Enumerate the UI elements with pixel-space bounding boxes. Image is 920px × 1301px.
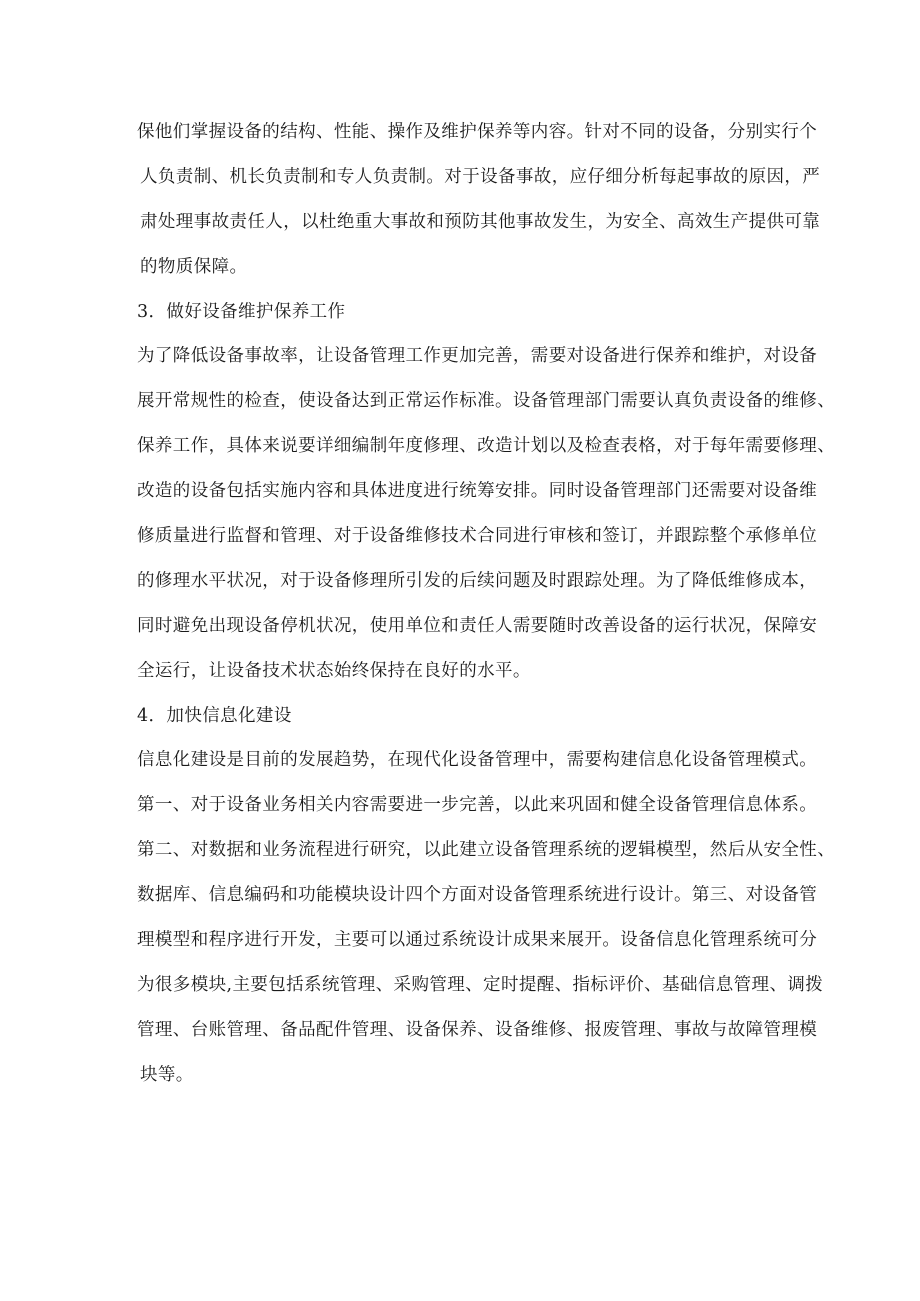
text-line: 数据库、信息编码和功能模块设计四个方面对设备管理系统进行设计。第三、对设备管 — [137, 885, 818, 906]
text-line: 第二、对数据和业务流程进行研究，以此建立设备管理系统的逻辑模型，然后从安全性、 — [137, 840, 836, 861]
text-line: 保养工作，具体来说要详细编制年度修理、改造计划以及检查表格，对于每年需要修理、 — [137, 436, 836, 457]
text-line: 的修理水平状况，对于设备修理所引发的后续问题及时跟踪处理。为了降低维修成本， — [137, 570, 818, 591]
text-line: 为很多模块,主要包括系统管理、采购管理、定时提醒、指标评价、基础信息管理、调拨 — [137, 974, 824, 995]
text-line: 为了降低设备事故率，让设备管理工作更加完善，需要对设备进行保养和维护，对设备 — [137, 346, 818, 367]
section-heading: 3．做好设备维护保养工作 — [137, 301, 346, 322]
text-line: 展开常规性的检查，使设备达到正常运作标准。设备管理部门需要认真负责设备的维修、 — [137, 391, 836, 412]
text-line: 肃处理事故责任人，以杜绝重大事故和预防其他事故发生，为安全、高效生产提供可靠 — [140, 211, 821, 232]
text-line: 管理、台账管理、备品配件管理、设备保养、设备维修、报废管理、事故与故障管理模 — [137, 1019, 818, 1040]
text-line: 改造的设备包括实施内容和具体进度进行统筹安排。同时设备管理部门还需要对设备维 — [137, 481, 818, 502]
text-line: 保他们掌握设备的结构、性能、操作及维护保养等内容。针对不同的设备，分别实行个 — [137, 122, 818, 142]
section-heading: 4．加快信息化建设 — [137, 705, 292, 726]
text-line: 第一、对于设备业务相关内容需要进一步完善，以此来巩固和健全设备管理信息体系。 — [137, 795, 818, 816]
text-line: 理模型和程序进行开发，主要可以通过系统设计成果来展开。设备信息化管理系统可分 — [137, 930, 818, 951]
text-line: 人负责制、机长负责制和专人负责制。对于设备事故，应仔细分析每起事故的原因，严 — [140, 166, 821, 187]
text-line: 块等。 — [140, 1064, 194, 1085]
text-line: 全运行，让设备技术状态始终保持在良好的水平。 — [137, 660, 531, 681]
text-line: 修质量进行监督和管理、对于设备维修技术合同进行审核和签订，并跟踪整个承修单位 — [137, 526, 818, 547]
text-line: 信息化建设是目前的发展趋势，在现代化设备管理中，需要构建信息化设备管理模式。 — [137, 750, 818, 771]
text-line: 的物质保障。 — [140, 256, 248, 277]
document-body — [137, 117, 836, 1105]
text-line: 同时避免出现设备停机状况，使用单位和责任人需要随时改善设备的运行状况，保障安 — [137, 615, 818, 636]
